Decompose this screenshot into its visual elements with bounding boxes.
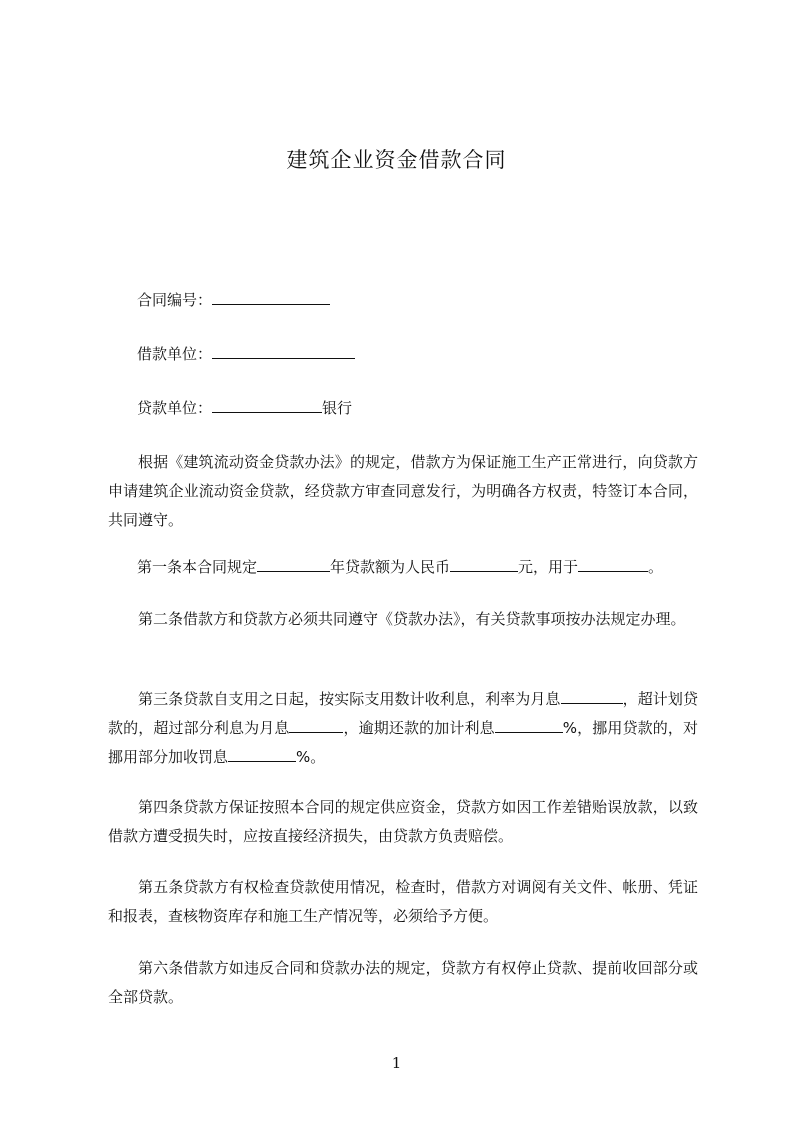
article-6-paragraph: 第六条借款方如违反合同和贷款办法的规定，贷款方有权停止贷款、提前收回部分或全部贷款。 (108, 959, 698, 1006)
article-3-blank-over-rate (289, 718, 343, 733)
article-3-blank-overdue-rate (495, 718, 563, 733)
contract-number-blank (212, 290, 330, 305)
document-title: 建筑企业资金借款合同 (286, 148, 507, 172)
lender-label: 贷款单位： (137, 399, 213, 417)
article-3-text-1: 第三条贷款自支用之日起，按实际支用数计收利息，利率为月息 (138, 690, 561, 708)
article-1-paragraph (108, 553, 698, 582)
article-3-text-2: ，超计划贷款的，超过部分利息为月息 (108, 690, 698, 737)
lender-blank (212, 398, 322, 413)
article-3-text-4: %，挪用贷款的，对挪用部分加收罚息 (108, 719, 698, 766)
article-4-paragraph: 第四条贷款方保证按照本合同的规定供应资金，贷款方如因工作差错贻误放款，以致借款方遭受损失时，应按直接经济损失，由贷款方负责赔偿。 (108, 798, 698, 845)
borrower-field (137, 344, 355, 364)
page-number: 1 (391, 1054, 402, 1072)
article-3-text-5: %。 (296, 748, 326, 766)
article-1-blank-amount (450, 557, 518, 572)
borrower-label: 借款单位： (137, 345, 213, 363)
article-2-paragraph: 第二条借款方和贷款方必须共同遵守《贷款办法》，有关贷款事项按办法规定办理。 (138, 610, 686, 628)
article-5-paragraph: 第五条贷款方有权检查贷款使用情况，检查时，借款方对调阅有关文件、帐册、凭证和报表，查核物资库存和施工生产情况等，必须给予方便。 (108, 878, 698, 925)
article-1-text-4: 。 (648, 558, 664, 576)
contract-number-label: 合同编号： (137, 291, 213, 309)
article-3-blank-rate (561, 689, 623, 704)
article-1-blank-year (257, 557, 330, 572)
borrower-blank (212, 344, 355, 359)
article-3-text-3: ，逾期还款的加计利息 (343, 719, 495, 737)
article-3-blank-penalty-rate (228, 747, 296, 762)
contract-number-field (137, 290, 330, 310)
article-1-text-2: 年贷款额为人民币 (330, 558, 451, 576)
lender-suffix: 银行 (322, 399, 353, 417)
preamble-paragraph: 根据《建筑流动资金贷款办法》的规定，借款方为保证施工生产正常进行，向贷款方申请建筑企业流动资金贷款，经贷款方审查同意发行，为明确各方权责，特签订本合同，共同遵守。 (108, 453, 698, 529)
article-3-paragraph (108, 685, 698, 772)
article-1-text-1: 第一条本合同规定 (137, 558, 258, 576)
article-1-text-3: 元，用于 (518, 558, 579, 576)
lender-field (137, 398, 352, 418)
article-1-blank-purpose (578, 557, 648, 572)
